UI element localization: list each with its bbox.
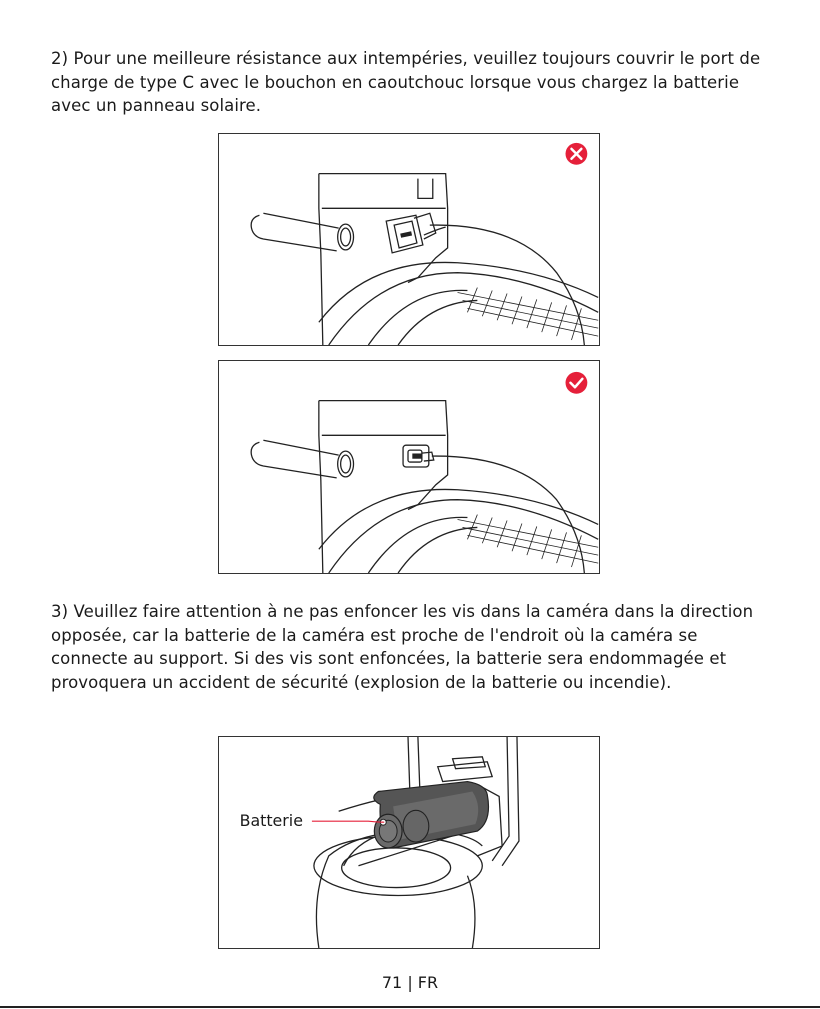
cross-icon — [566, 143, 588, 165]
figure-correct-charging — [218, 360, 600, 574]
bottom-divider — [0, 1006, 820, 1008]
battery-icon — [374, 782, 489, 848]
instruction-paragraph-2: 2) Pour une meilleure résistance aux intempéries, veuillez toujours couvrir le port de charge de type C avec le bouchon en caoutchouc lorsque vous chargez la batterie avec un panneau solaire. — [51, 49, 761, 115]
camera-illustration-correct — [219, 361, 599, 573]
instruction-paragraph-3: 3) Veuillez faire attention à ne pas enfoncer les vis dans la caméra dans la direction opposée, car la batterie de la caméra est proche de l'endroit où la caméra se connecte au support. Si des vis sont enfoncées, la batterie sera endommagée et provoquera un accident de sécurité (explosion de la batterie ou incendie). — [51, 602, 754, 692]
battery-label: Batterie — [239, 811, 303, 831]
battery-illustration — [219, 737, 599, 948]
camera-illustration-incorrect — [219, 134, 599, 345]
figure-incorrect-charging — [218, 133, 600, 346]
check-icon — [566, 372, 588, 394]
page-number: 71 | FR — [381, 973, 439, 992]
battery-callout — [240, 811, 385, 830]
figure-battery-location — [218, 736, 600, 949]
